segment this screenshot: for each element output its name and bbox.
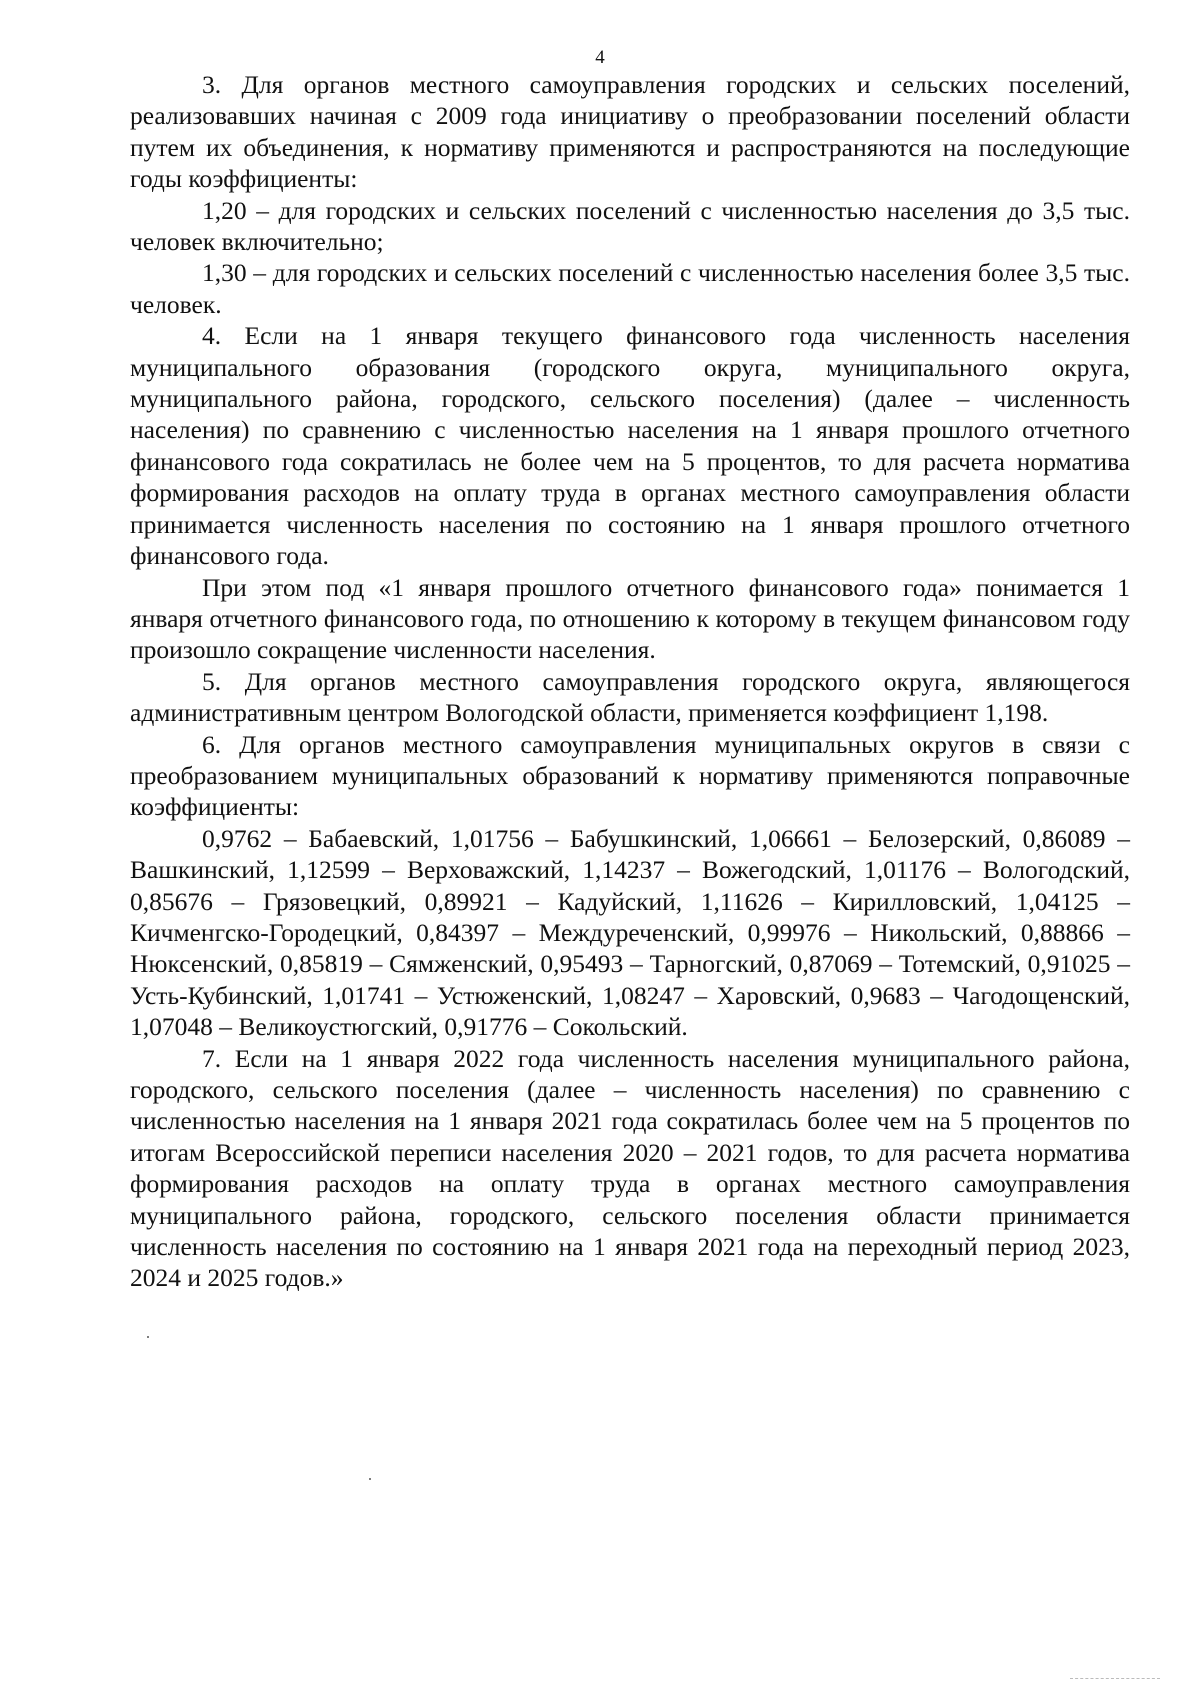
paragraph-4: 4. Если на 1 января текущего финансового года численность населения муниципального образования (городского округа, муниципального округа, муниципального района, городского, сельского поселения) (далее – численность населения) по сравнению с численностью населения на 1 января прошлого отчетного финансового года сократилась не более чем на 5 процентов, то для расчета норматива формирования расходов на оплату труда в органах местного самоуправления области принимается численность населения по состоянию на 1 января прошлого отчетного финансового года. [130,321,1130,571]
page-number: 4 [595,47,605,68]
document-body [130,69,1130,1294]
paragraph-6-coefficients: 0,9762 – Бабаевский, 1,01756 – Бабушкинский, 1,06661 – Белозерский, 0,86089 – Вашкинский, 1,12599 – Верховажский, 1,14237 – Вожегодский, 1,01176 – Вологодский, 0,85676 – Грязовецкий, 0,89921 – Кадуйский, 1,11626 – Кирилловский, 1,04125 – Кичменгско-Городецкий, 0,84397 – Междуреченский, 0,99976 – Никольский, 0,88866 – Нюксенский, 0,85819 – Сямженский, 0,95493 – Тарногский, 0,87069 – Тотемский, 0,91025 – Усть-Кубинский, 1,01741 – Устюженский, 1,08247 – Харовский, 0,9683 – Чагодощенский, 1,07048 – Великоустюгский, 0,91776 – Сокольский. [130,823,1130,1042]
paragraph-4-clarification: При этом под «1 января прошлого отчетного финансового года» понимается 1 января отчетного финансового года, по отношению к которому в текущем финансовом году произошло сокращение численности населения. [130,572,1130,665]
paragraph-6: 6. Для органов местного самоуправления муниципальных округов в связи с преобразованием муниципальных образований к нормативу применяются поправочные коэффициенты: [130,729,1130,822]
scan-edge-mark [1070,1678,1160,1687]
coefficient-1-30: 1,30 – для городских и сельских поселений с численностью населения более 3,5 тыс. человек. [130,258,1130,319]
paragraph-3: 3. Для органов местного самоуправления городских и сельских поселений, реализовавших начиная с 2009 года инициативу о преобразовании поселений области путем их объединения, к нормативу применяются и распространяются на последующие годы коэффициенты: [130,70,1130,194]
paragraph-5: 5. Для органов местного самоуправления городского округа, являющегося административным центром Вологодской области, применяется коэффициент 1,198. [130,666,1130,728]
paragraph-7: 7. Если на 1 января 2022 года численность населения муниципального района, городского, сельского поселения (далее – численность населения) по сравнению с численностью населения на 1 января 2021 года сократилась более чем на 5 процентов по итогам Всероссийской переписи населения 2020 – 2021 годов, то для расчета норматива формирования расходов на оплату труда в органах местного самоуправления муниципального района, городского, сельского поселения области принимается численность населения по состоянию на 1 января 2021 года на переходный период 2023, 2024 и 2025 годов.» [130,1043,1130,1293]
scan-speck [147,1336,149,1338]
scan-speck [369,1478,371,1480]
coefficient-1-20: 1,20 – для городских и сельских поселений с численностью населения до 3,5 тыс. человек включительно; [130,195,1130,257]
